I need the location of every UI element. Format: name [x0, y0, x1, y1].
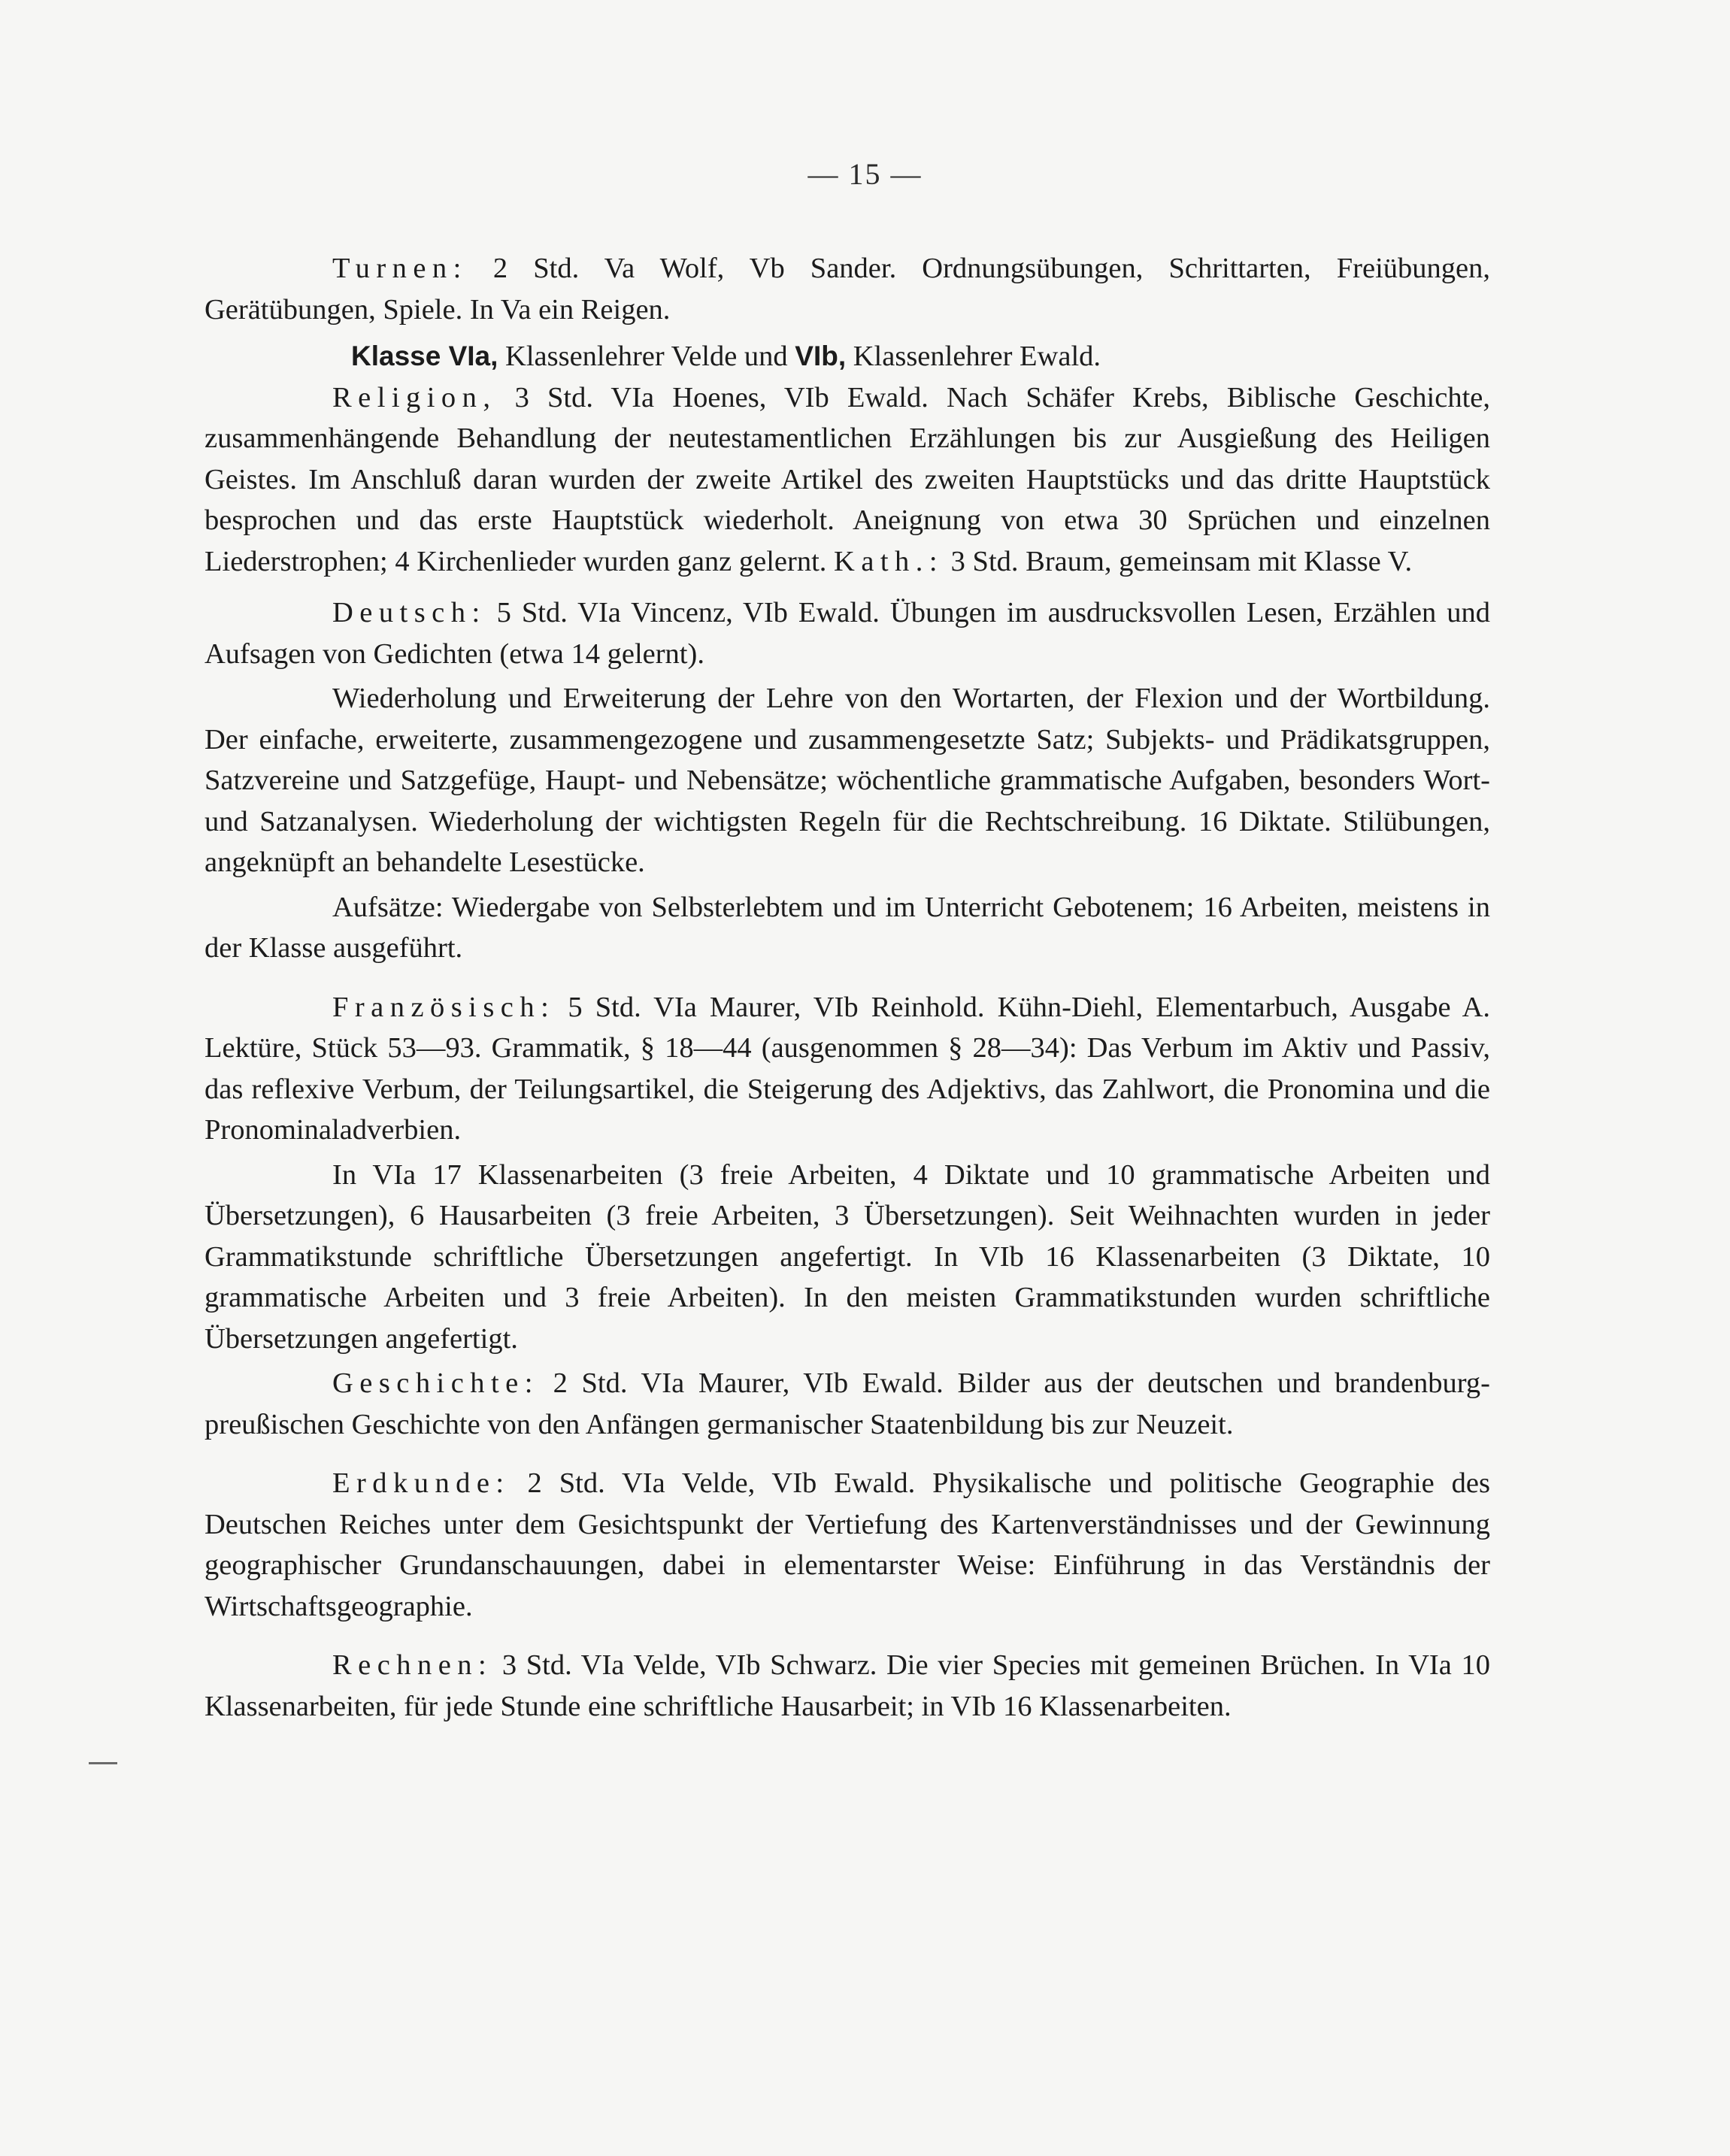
paragraph-geschichte: [205, 1363, 1490, 1445]
paragraph-text: 2 Std. VIa Velde, VIb Ewald. Physikalische und politische Geographie des Deutschen Reiches unter dem Gesichtspunkt der Vertiefung des Kartenverständnisses und der Gewinnung geographischer Grundanschauungen, dabei in elementarster Weise: Einführung in das Verständnis der Wirtschaftsgeographie.: [205, 1467, 1490, 1622]
page-number: — 15 —: [807, 157, 923, 191]
class-label-vib: VIb,: [795, 341, 847, 371]
paragraph-deutsch-grammatik: Wiederholung und Erweiterung der Lehre von den Wortarten, der Flexion und der Wortbildung. Der einfache, erweiterte, zusammengezogene und zusammengesetzte Satz; Subjekts- und Prädikatsgruppen, Satzvereine und Satzgefüge, Haupt- und Nebensätze; wöchentliche grammatische Aufgaben, besonders Wort- und Satzanalysen. Wiederholung der wichtigsten Regeln für die Rechtschreibung. 16 Diktate. Stilübungen, angeknüpft an behandelte Lesestücke.: [205, 683, 1490, 878]
class-heading: [205, 336, 1490, 377]
subject-label-rechnen: Rechnen:: [332, 1649, 493, 1681]
subject-label-erdkunde: Erdkunde:: [332, 1467, 511, 1499]
paragraph-text: 3 Std. Braum, gemeinsam mit Klasse V.: [944, 545, 1413, 577]
paragraph-text: 5 Std. VIa Maurer, VIb Reinhold. Kühn-Diehl, Elementarbuch, Ausgabe A. Lektüre, Stück 53—93. Grammatik, § 18—44 (ausgenommen § 28—34): Das Verbum im Aktiv und Passiv, das reflexive Verbum, der Teilungsartikel, die Steigerung des Adjektivs, das Zahlwort, die Pronomina und die Pronominaladverbien.: [205, 991, 1490, 1146]
paragraph-deutsch-aufsaetze: Aufsätze: Wiedergabe von Selbsterlebtem und im Unterricht Gebotenem; 16 Arbeiten, meistens in der Klasse ausgeführt.: [205, 891, 1490, 964]
paragraph-text: 5 Std. VIa Vincenz, VIb Ewald. Übungen im ausdrucksvollen Lesen, Erzählen und Aufsagen von Gedichten (etwa 14 gelernt).: [205, 597, 1490, 670]
paragraph-franzoesisch: [205, 987, 1490, 1151]
paragraph-erdkunde: [205, 1463, 1490, 1627]
subject-label-deutsch: Deutsch:: [332, 597, 486, 628]
paragraph-religion: [205, 377, 1490, 583]
subject-label-franzoesisch: Französisch:: [332, 991, 556, 1023]
class-heading-text: Klassenlehrer Ewald.: [846, 341, 1101, 372]
paragraph-franzoesisch-arbeiten: In VIa 17 Klassenarbeiten (3 freie Arbeiten, 4 Diktate und 10 grammatische Arbeiten und Übersetzungen), 6 Hausarbeiten (3 freie Arbeiten, 3 Übersetzungen). Seit Weihnachten wurden in jeder Grammatikstunde schriftliche Übersetzungen angefertigt. In VIb 16 Klassenarbeiten (3 Diktate, 10 grammatische Arbeiten und 3 freie Arbeiten). In den meisten Grammatikstunden wurden schriftliche Übersetzungen angefertigt.: [205, 1158, 1490, 1355]
paragraph-text: 2 Std. VIa Maurer, VIb Ewald. Bilder aus der deutschen und brandenburg-preußischen Geschichte von den Anfängen germanischer Staatenbildung bis zur Neuzeit.: [205, 1367, 1490, 1440]
paragraph-text: 3 Std. VIa Hoenes, VIb Ewald. Nach Schäfer Krebs, Biblische Geschichte, zusammenhängende Behandlung der neutestamentlichen Erzählungen bis zur Ausgießung des Heiligen Geistes. Im Anschluß daran wurden der zweite Artikel des zweiten Hauptstücks und das dritte Hauptstück besprochen und das erste Hauptstück wiederholt. Aneignung von etwa 30 Sprüchen und einzelnen Liederstrophen; 4 Kirchenlieder wurden ganz gelernt.: [205, 381, 1490, 577]
page-body: [205, 248, 1490, 1727]
subject-label-kath: Kath.:: [834, 545, 944, 577]
subject-label-turnen: Turnen:: [332, 253, 468, 284]
paragraph-text: 2 Std. Va Wolf, Vb Sander. Ordnungsübungen, Schrittarten, Freiübungen, Gerätübungen, Spiele. In Va ein Reigen.: [205, 253, 1490, 326]
subject-label-geschichte: Geschichte:: [332, 1367, 539, 1399]
class-label-via: Klasse VIa,: [351, 341, 498, 371]
paragraph-rechnen: [205, 1645, 1490, 1727]
paragraph-text: 3 Std. VIa Velde, VIb Schwarz. Die vier Species mit gemeinen Brüchen. In VIa 10 Klassenarbeiten, für jede Stunde eine schriftliche Hausarbeit; in VIb 16 Klassenarbeiten.: [205, 1649, 1490, 1722]
margin-mark: [89, 1762, 117, 1764]
paragraph-turnen-va: [205, 248, 1490, 330]
subject-label-religion: Religion,: [332, 381, 497, 413]
class-heading-text: Klassenlehrer Velde und: [498, 341, 795, 372]
paragraph-deutsch: [205, 592, 1490, 674]
